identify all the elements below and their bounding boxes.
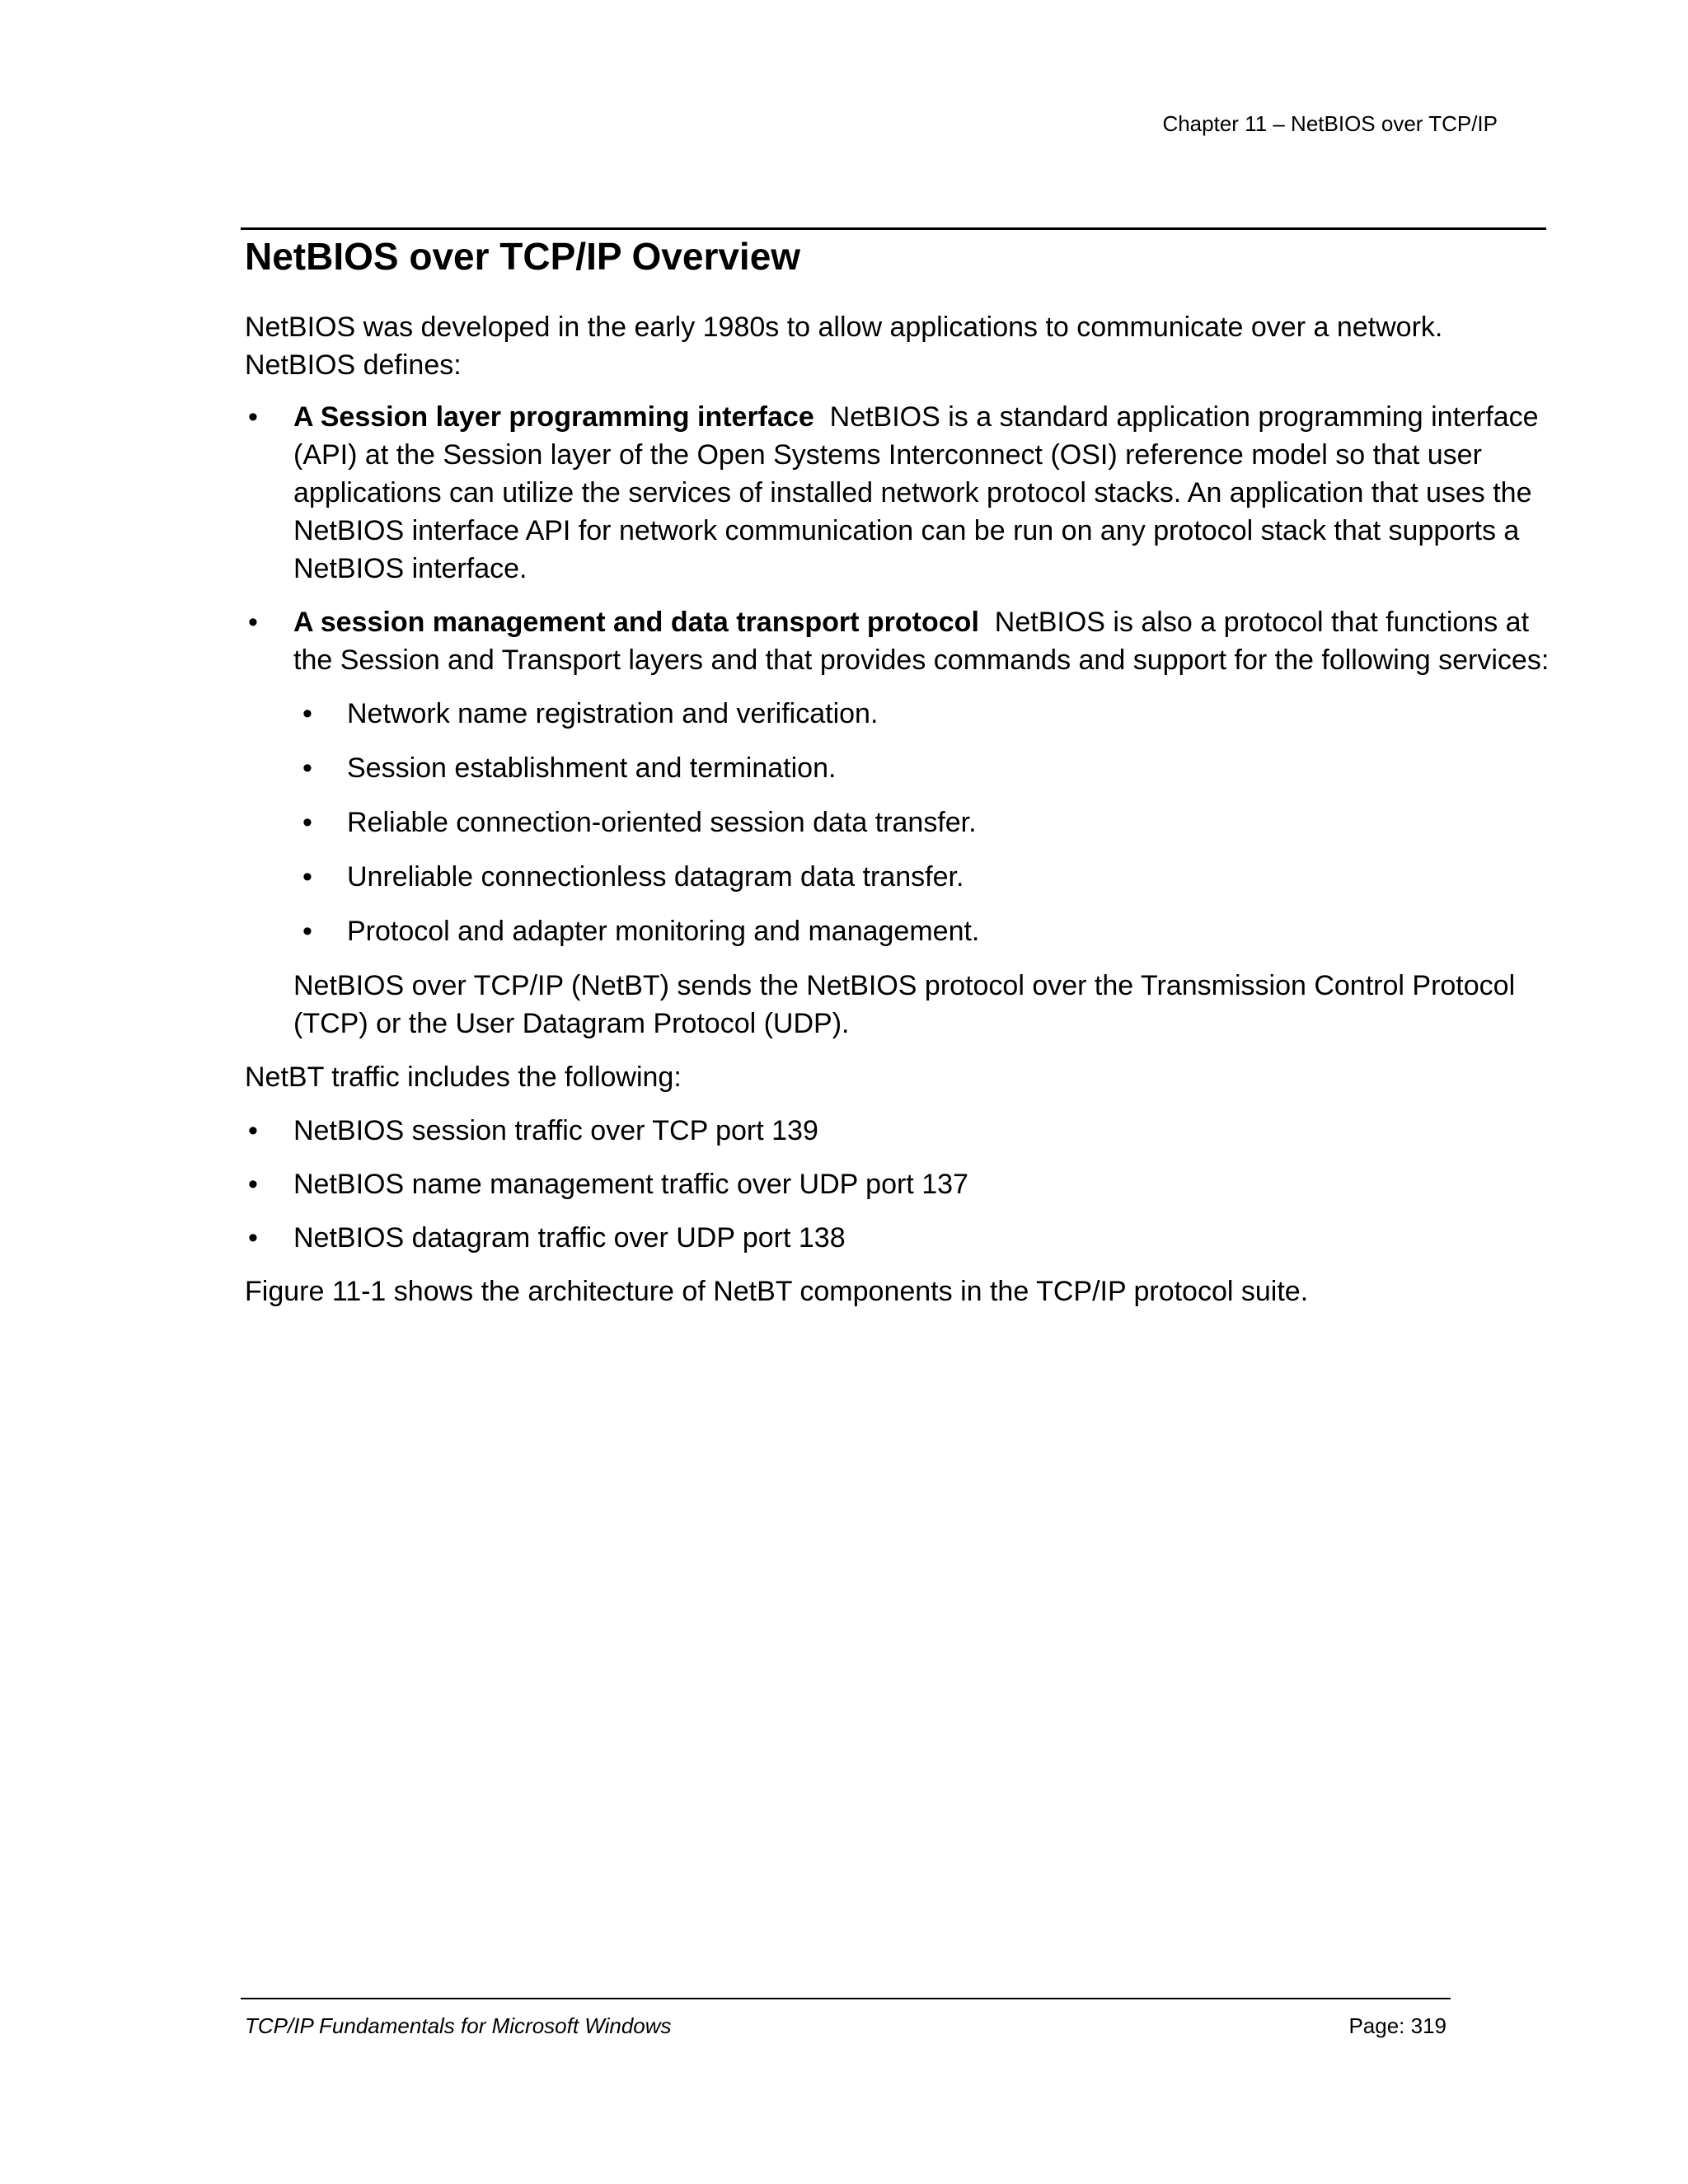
service-item — [293, 695, 1551, 733]
service-text: Network name registration and verification. — [347, 698, 879, 729]
service-text: Session establishment and termination. — [347, 752, 837, 784]
footer-rule — [241, 1998, 1451, 1999]
traffic-intro: NetBT traffic includes the following: — [245, 1062, 682, 1093]
traffic-text: NetBIOS name management traffic over UDP port 137 — [293, 1169, 968, 1200]
bullet-glyph: • — [248, 1115, 258, 1146]
traffic-text: NetBIOS session traffic over TCP port 139 — [293, 1115, 818, 1146]
header-rule — [241, 227, 1546, 230]
document-body — [245, 308, 1551, 1310]
intro-paragraph — [245, 308, 1551, 384]
traffic-item — [245, 1219, 1551, 1257]
definition-text: NetBIOS is a standard application programming interface (API) at the Session layer of the Open Systems Interconnect (OSI) reference model so that user applications can utilize the services of installed network protocol stacks. An application that uses the NetBIOS interface API for network communication can be run on any protocol stack that supports a NetBIOS interface. — [293, 401, 1539, 584]
service-item — [293, 804, 1551, 841]
definition-item — [245, 603, 1551, 1043]
traffic-item — [245, 1165, 1551, 1203]
bullet-glyph: • — [248, 401, 258, 433]
service-text: Reliable connection-oriented session data transfer. — [347, 807, 977, 838]
bullet-glyph: • — [302, 698, 312, 729]
service-item — [293, 858, 1551, 896]
page-title: NetBIOS over TCP/IP Overview — [245, 235, 801, 278]
bullet-glyph: • — [248, 607, 258, 638]
definition-item — [245, 398, 1551, 588]
bullet-glyph: • — [302, 807, 312, 838]
service-text: Unreliable connectionless datagram data transfer. — [347, 861, 964, 893]
services-list — [293, 695, 1551, 950]
bullet-glyph: • — [248, 1222, 258, 1254]
definition-term: A session management and data transport protocol — [293, 607, 979, 638]
service-text: Protocol and adapter monitoring and management. — [347, 916, 980, 947]
figure-reference: Figure 11-1 shows the architecture of NetBT components in the TCP/IP protocol suite. — [245, 1276, 1309, 1307]
definition-text: NetBIOS is also a protocol that functions at the Session and Transport layers and that provides commands and support for the following services: — [293, 607, 1550, 676]
bullet-glyph: • — [302, 916, 312, 947]
netbt-note: NetBIOS over TCP/IP (NetBT) sends the NetBIOS protocol over the Transmission Control Protocol (TCP) or the User Datagram Protocol (UDP). — [293, 970, 1516, 1039]
definition-list — [245, 398, 1551, 1043]
intro-line: NetBIOS was developed in the early 1980s to allow applications to communicate over a network. — [245, 312, 1443, 343]
service-item — [293, 749, 1551, 787]
traffic-text: NetBIOS datagram traffic over UDP port 138 — [293, 1222, 846, 1254]
traffic-list — [245, 1112, 1551, 1257]
traffic-item — [245, 1112, 1551, 1150]
running-header: Chapter 11 – NetBIOS over TCP/IP — [1162, 111, 1498, 136]
bullet-glyph: • — [248, 1169, 258, 1200]
intro-line: NetBIOS defines: — [245, 349, 462, 381]
bullet-glyph: • — [302, 861, 312, 893]
service-item — [293, 912, 1551, 950]
bullet-glyph: • — [302, 752, 312, 784]
definition-term: A Session layer programming interface — [293, 401, 814, 433]
footer-page-number: Page: 319 — [1348, 2013, 1447, 2038]
footer-book-title: TCP/IP Fundamentals for Microsoft Windows — [245, 2013, 672, 2038]
